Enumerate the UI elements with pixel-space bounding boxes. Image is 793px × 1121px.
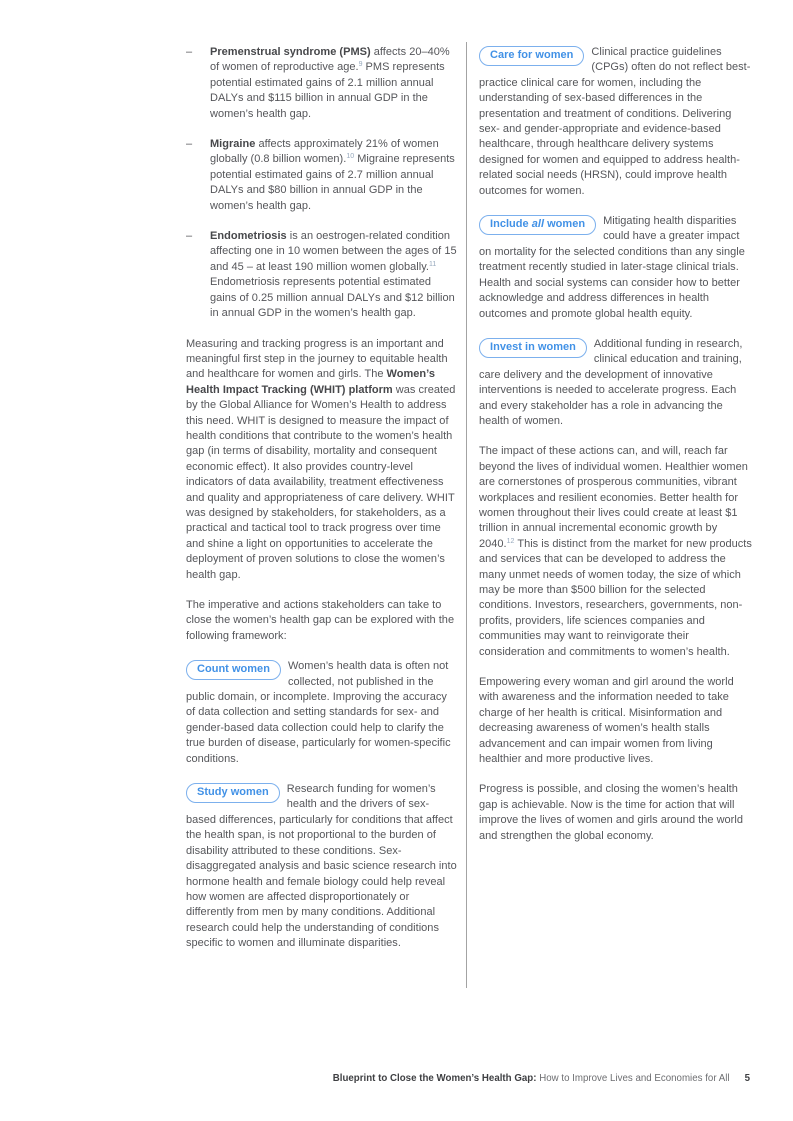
bullet-body: affects 20–40% of women of reproductive age.: [210, 46, 450, 74]
care-for-women-pill: Care for women: [479, 46, 584, 66]
bullet-term: Premenstrual syndrome (PMS): [210, 46, 371, 58]
count-women-pill: Count women: [186, 660, 281, 680]
framework-count-women: [186, 659, 459, 767]
bullet-dash: –: [186, 46, 193, 58]
bullet-term: Migraine: [210, 138, 256, 151]
paragraph-whit: [186, 337, 459, 584]
footnote-ref-9: 9: [358, 61, 363, 69]
bullet-migraine-text: [210, 137, 459, 214]
bullet-body: is an oestrogen-related condition affecting one in 10 women between the ages of 15 and 45 – at least 190 million women globally.: [210, 230, 457, 273]
paragraph-progress: Progress is possible, and closing the women’s health gap is achievable. Now is the time for action that will improve the lives of women and girls around the world and strengthen the global economy.: [479, 783, 743, 842]
whit-platform-bold: Women’s Health Impact Tracking (WHIT) platform: [186, 368, 435, 396]
framework-care-text: Clinical practice guidelines (CPGs) often do not reflect best-practice clinical care for women, including the understanding of sex-based differences in the presentation and treatment of conditions. Delivering sex- and gender-appropriate and evidence-based healthcare, through healthcare delivery systems designed for women and equipped to address health-related social needs (HRSN), could improve health outcomes for women.: [479, 46, 751, 197]
bullet-endometriosis-text: [210, 229, 459, 321]
framework-study-women: [186, 782, 459, 951]
invest-in-women-pill: Invest in women: [479, 338, 587, 358]
bullet-dash: –: [186, 138, 193, 151]
study-women-pill: Study women: [186, 783, 280, 803]
bullet-body: affects approximately 21% of women globally (0.8 billion women).: [210, 138, 439, 166]
footnote-ref-11: 11: [429, 260, 437, 268]
bullet-endometriosis: [186, 229, 459, 321]
left-column: [186, 45, 459, 967]
pill-label-part: women: [544, 218, 586, 231]
framework-include-text: Mitigating health disparities could have a greater impact on mortality for the selected conditions than any single treatment recently studied in later-stage clinical trials. Health and social systems can consider how to better acknowledge and address differences in health outcomes and promote global health equity.: [479, 215, 745, 320]
framework-invest-text: Additional funding in research, clinical education and training, care delivery and the development of innovative interventions is needed to accelerate progress. Each and every stakeholder has a role in advancing the health of women.: [479, 337, 743, 427]
pill-label-italic: all: [531, 218, 545, 231]
pill-label-part: Include: [490, 218, 532, 231]
bullet-term: Endometriosis: [210, 230, 287, 243]
include-all-women-pill: [479, 215, 596, 235]
framework-study-text: Research funding for women’s health and the drivers of sex-based differences, particularly for conditions that affect the health span, is not proportional to the burden of disability attributed to these conditions. Sex-disaggregated analysis and basic science research into hormone health and female biology could help reveal how women are affected disproportionately or differently from men by many conditions. Additional research could help the understanding of conditions specific to women and illuminate disparities.: [186, 783, 457, 950]
page-number: 5: [744, 1073, 750, 1084]
framework-include-all-women: [479, 214, 752, 322]
paragraph-text: Measuring and tracking progress is an important and meaningful first step in the journey to equitable health and healthcare for women and girls. The: [186, 337, 448, 381]
framework-count-text: Women’s health data is often not collected, not published in the public domain, or incomplete. Improving the accuracy of data collection and setting standards for sex- and gender-based data collection could help to clarify the true burden of disease, particularly for women-specific conditions.: [186, 660, 451, 765]
bullet-body: PMS represents potential estimated gains of 2.1 million annual DALYs and $115 billion in annual GDP in the women’s health gap.: [210, 61, 445, 120]
paragraph-empowering: Empowering every woman and girl around the world with awareness and the information needed to take charge of her health is critical. Misinformation and decreasing awareness of women’s health stalls advancement and can impair women from living healthier and more productive lives.: [479, 676, 734, 766]
column-divider-line: [466, 42, 467, 988]
framework-invest-in-women: [479, 337, 752, 429]
paragraph-text: was created by the Global Alliance for Women’s Health to address this need. WHIT is designed to measure the impact of health conditions that contribute to the women’s health gap (in terms of disability, mortality and consequent economic effect). It also provides country-level indicators of data availability, treatment effectiveness and quality and appropriateness of care delivery. WHIT was designed by stakeholders, for stakeholders, as a practical and tactical tool to track progress over time and shine a light on opportunities to accelerate the deployment of proven solutions to close the women’s health gap.: [186, 383, 456, 581]
right-column: [479, 45, 752, 859]
bullet-body: Migraine represents potential estimated gains of 2.7 million annual DALYs and $80 billion in annual GDP in the women’s health gap.: [210, 153, 455, 212]
paragraph-impact: [479, 444, 752, 660]
bullet-migraine: [186, 137, 459, 214]
bullet-pms: [186, 45, 459, 122]
footer-title-bold: Blueprint to Close the Women’s Health Gap:: [332, 1073, 537, 1084]
footnote-ref-10: 10: [346, 153, 355, 161]
bullet-dash: –: [186, 230, 193, 243]
footer-title-regular: How to Improve Lives and Economies for All: [539, 1073, 730, 1084]
paragraph-text: The impact of these actions can, and will, reach far beyond the lives of individual women. Healthier women are cornerstones of prosperous communities, vibrant workplaces and resilient economies. Better health for women throughout their lives could create at least $1 trillion in annual incremental economic growth by 2040.: [479, 445, 748, 550]
framework-care-for-women: [479, 45, 752, 199]
bullet-pms-text: [210, 45, 459, 122]
paragraph-imperative: The imperative and actions stakeholders can take to close the women’s health gap can be explored with the following framework:: [186, 599, 455, 642]
bullet-body: Endometriosis represents potential estimated gains of 0.25 million annual DALYs and $12 billion in annual GDP in the women’s health gap.: [210, 276, 455, 320]
footnote-ref-12: 12: [506, 537, 515, 545]
paragraph-text: This is distinct from the market for new products and services that can be developed to address the many unmet needs of women today, the size of which may be more than $500 billion for the selected conditions. Investors, researchers, governments, non-profits, providers, life sciences companies and communities may want to reinvigorate their consideration and commitments to women’s health.: [479, 537, 752, 658]
page-footer: [333, 1073, 750, 1084]
